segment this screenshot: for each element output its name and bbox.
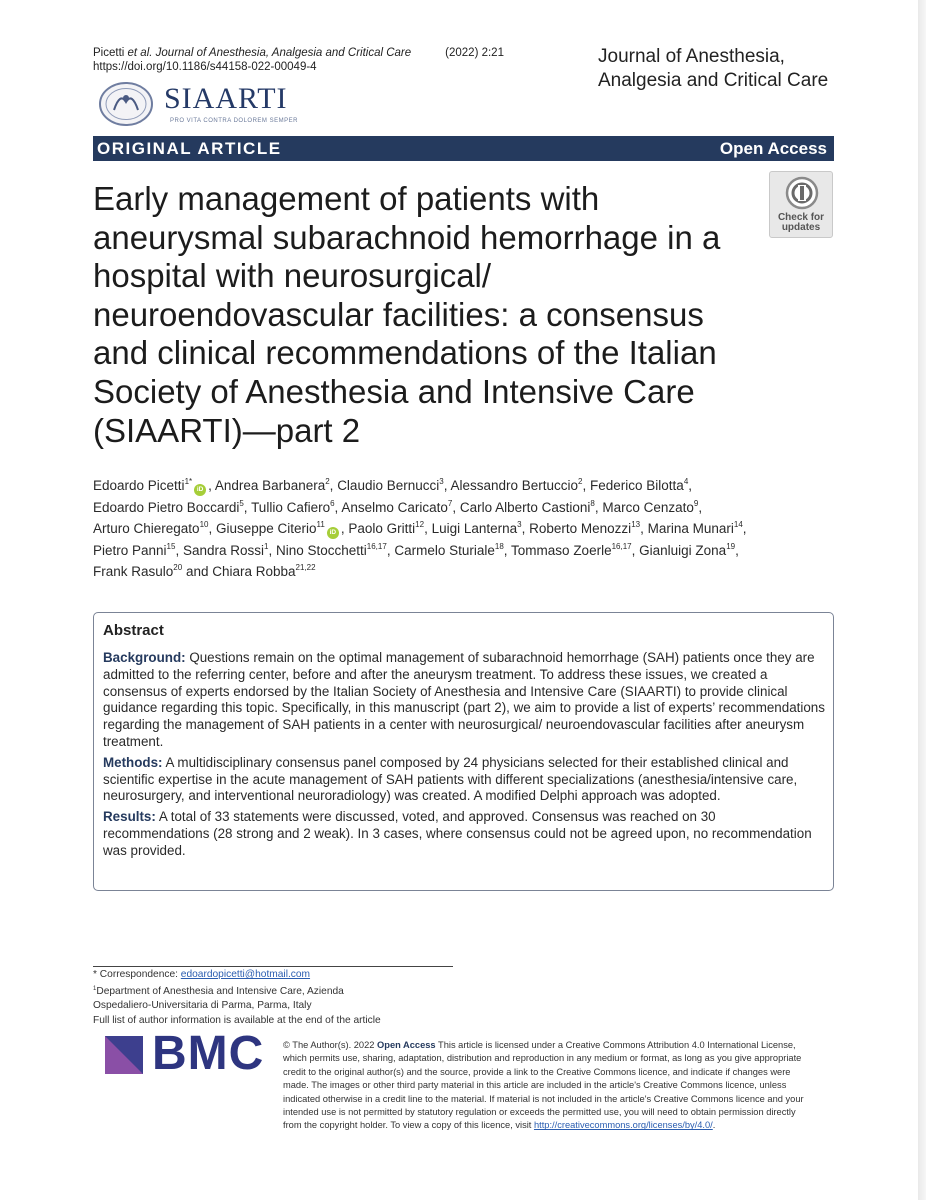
author-name: Edoardo Picetti (93, 478, 185, 493)
journal-name (598, 45, 848, 93)
correspondence-email-link[interactable]: edoardopicetti@hotmail.com (180, 969, 311, 980)
bmc-wordmark: BMC (152, 1027, 265, 1080)
author-name: Tullio Cafiero (251, 499, 331, 515)
article-type-label: ORIGINAL ARTICLE (97, 139, 282, 158)
author-affiliation: 10 (199, 520, 209, 530)
abstract-body (103, 650, 825, 864)
author-name: Alessandro Bertuccio (450, 478, 579, 493)
results-text: A total of 33 statements were discussed, voted, and approved. Consensus was reached on 30 recommendations (28 strong and 2 weak). In 3 cases, where consensus could not be agreed upon, no recommendation was provided. (103, 809, 812, 858)
author-name: Roberto Menozzi (529, 521, 632, 537)
footnote-divider (93, 966, 453, 967)
author-affiliation: 12 (415, 520, 425, 530)
author-affiliation: 7 (447, 498, 453, 508)
citation-authors: Picetti (93, 47, 125, 59)
article-title (93, 180, 773, 450)
author-affiliation: 8 (590, 498, 595, 508)
results-label: Results: (103, 809, 156, 825)
bmc-logo-triangle-icon (105, 1036, 143, 1074)
author-affiliation: 16,17 (611, 541, 632, 551)
author-affiliation: 13 (631, 520, 641, 530)
author-name: Luigi Lanterna (431, 521, 518, 537)
abstract-results (103, 809, 825, 859)
author-name: Arturo Chieregato (93, 521, 200, 537)
author-name: Carlo Alberto Castioni (459, 499, 591, 515)
abstract-background (103, 650, 825, 751)
citation-line (93, 46, 504, 61)
author-name: Giuseppe Citerio (215, 521, 317, 537)
title-line: and clinical recommendations of the Italian (93, 334, 717, 372)
author-affiliation: 15 (166, 541, 176, 551)
siaarti-wordmark: SIAARTI (164, 82, 288, 115)
license-link[interactable]: http://creativecommons.org/licenses/by/4.0/ (533, 1120, 713, 1131)
open-access-label: Open Access (719, 139, 827, 158)
author-affiliation: 4 (683, 477, 689, 486)
author-name: Anselmo Caricato (341, 499, 448, 515)
journal-name-line1: Journal of Anesthesia, (598, 46, 785, 67)
correspondence-label: * Correspondence: (93, 969, 181, 980)
doi-link[interactable]: https://doi.org/10.1186/s44158-022-00049-4 (93, 61, 317, 73)
license-body: This article is licensed under a Creative Commons Attribution 4.0 International License, which permits use, sharing, adaptation, distribution and reproduction in any medium or format, as long as you give appropriate credit to the original author(s) and the source, provide a link to the Creative Commons licence, and indicate if changes were made. The images or other third party material in this article are included in the article's Creative Commons licence, unless indicated otherwise in a credit line to the material. If material is not included in the article's Creative Commons licence and your intended use is not permitted by statutory regulation or exceeds the permitted use, you will need to obtain permission directly from the copyright holder. To view a copy of this licence, visit (283, 1040, 804, 1131)
author-name: Claudio Bernucci (337, 478, 440, 493)
title-line: neuroendovascular facilities: a consensus (93, 295, 704, 333)
footnotes (93, 968, 381, 1028)
author-affiliation: 16,17 (366, 541, 387, 551)
author-name: Tommaso Zoerle (511, 542, 612, 558)
license-text (283, 1039, 813, 1133)
license-prefix: © The Author(s). 2022 (283, 1040, 378, 1050)
author-name: Pietro Panni (93, 542, 167, 558)
full-author-info-note: Full list of author information is available at the end of the article (93, 1014, 381, 1026)
citation-year: (2022) 2:21 (445, 47, 504, 59)
author-affiliation: 3 (517, 520, 522, 530)
orcid-icon[interactable]: iD (194, 484, 206, 496)
siaarti-motto: PRO VITA CONTRA DOLOREM SEMPER (170, 118, 298, 124)
siaarti-seal-icon (98, 80, 154, 128)
author-name: Sandra Rossi (182, 542, 265, 558)
author-affiliation: 5 (239, 498, 244, 508)
abstract-heading: Abstract (103, 622, 164, 639)
affiliation-text: Department of Anesthesia and Intensive Care, Azienda (96, 986, 344, 998)
title-line: Society of Anesthesia and Intensive Care (93, 372, 695, 410)
journal-name-line2: Analgesia and Critical Care (598, 70, 829, 91)
correspondence-line (93, 968, 381, 982)
title-line: aneurysmal subarachnoid hemorrhage in a (93, 218, 721, 256)
author-name: Paolo Gritti (348, 521, 416, 537)
author-affiliation: 1* (184, 477, 193, 486)
author-affiliation: 20 (173, 563, 183, 573)
author-affiliation: 3 (439, 477, 444, 486)
methods-text: A multidisciplinary consensus panel composed by 24 physicians selected for their established clinical and scientific expertise in the acute management of SAH patients with different specializations (anesthesia/intensive care, neurosurgery, and interventional neuroradiology) was created. A modified Delphi approach was adopted. (103, 754, 798, 804)
abstract-methods (103, 755, 825, 805)
author-name: Gianluigi Zona (639, 542, 727, 558)
author-name: Carmelo Sturiale (394, 542, 495, 558)
author-name: Nino Stocchetti (275, 542, 367, 558)
author-affiliation: 18 (494, 541, 504, 551)
page-edge (918, 0, 926, 1200)
affiliation-line1 (93, 985, 381, 999)
citation-journal: Journal of Anesthesia, Analgesia and Critical Care (152, 47, 412, 59)
author-affiliation: 2 (578, 477, 583, 486)
author-name: Frank Rasulo (93, 564, 174, 580)
check-for-updates-icon (785, 176, 819, 210)
author-name: Marco Cenzato (602, 499, 694, 515)
author-name: Marina Munari (647, 521, 734, 537)
author-affiliation: 1 (264, 541, 269, 551)
check-label-line1: Check for (777, 212, 825, 223)
title-line: (SIAARTI)—part 2 (93, 411, 361, 449)
author-affiliation: 21,22 (295, 563, 316, 573)
author-name: Federico Bilotta (590, 478, 684, 493)
siaarti-logo (98, 80, 308, 128)
author-affiliation: 9 (693, 498, 699, 508)
orcid-icon[interactable]: iD (327, 527, 339, 539)
title-line: hospital with neurosurgical/ (93, 257, 492, 295)
affiliation-line2: Ospedaliero-Universitaria di Parma, Parma, Italy (93, 1000, 312, 1012)
affiliation-number: 1 (93, 986, 97, 993)
article-type-banner (93, 136, 834, 161)
author-affiliation: 14 (733, 520, 743, 530)
author-affiliation: 2 (325, 477, 330, 486)
check-label-line2: updates (781, 222, 821, 233)
author-conjunction: and (182, 564, 213, 580)
check-for-updates-label (770, 213, 832, 233)
title-line: Early management of patients with (93, 180, 600, 217)
abstract-box (93, 612, 834, 891)
author-affiliation: 19 (726, 541, 736, 551)
background-label: Background: (103, 650, 186, 665)
check-for-updates-button[interactable] (769, 171, 833, 238)
author-affiliation: 11 (316, 520, 325, 530)
author-name: Chiara Robba (212, 564, 296, 580)
license-open-access: Open Access (377, 1040, 436, 1050)
author-affiliation: 6 (330, 498, 335, 508)
license-suffix: . (712, 1120, 716, 1131)
author-name: Edoardo Pietro Boccardi (93, 499, 240, 515)
author-name: Andrea Barbanera (214, 478, 326, 493)
citation-etal: et al. (124, 47, 153, 59)
methods-label: Methods: (103, 754, 163, 770)
background-text: Questions remain on the optimal management of subarachnoid hemorrhage (SAH) patients once they are admitted to the referring center, before and after the aneurysm treatment. To address these issues, we created a consensus of experts endorsed by the Italian Society of Anesthesia and Intensive Care (SIAARTI) to provide clinical guidance regarding this topic. Specifically, in this manuscript (part 2), we aim to provide a list of experts’ recommendations regarding the management of SAH patients in a center with neurosurgical/ neuroendovascular facilities after aneurysm treatment. (103, 650, 825, 749)
author-list: Edoardo Picetti$^{1*}$iD , Andrea Barbanera$^2$, Claudio Bernucci$^3$, Alessandro Bertuccio$^2$, Federico Bilotta$^4$, Edoardo Pietro Boccardi$^5$, Tullio Cafiero$^6$, Anselmo Caricato$^7$, Carlo Alberto Castioni$^8$, Marco Cenzato$^9$, Arturo Chieregato$^{10}$, Giuseppe Citerio$^{11}$iD , Paolo Gritti$^{12}$, Luigi Lanterna$^3$, Roberto Menozzi$^{13}$, Marina Munari$^{14}$, Pietro Panni$^{15}$, Sandra Rossi$^1$, Nino Stocchetti$^{16,17}$, Carmelo Sturiale$^{18}$, Tommaso Zoerle$^{16,17}$, Gianluigi Zona$^{19}$, Frank Rasulo$^{20}$ and Chiara Robba$^{21,22}$ (93, 477, 747, 580)
